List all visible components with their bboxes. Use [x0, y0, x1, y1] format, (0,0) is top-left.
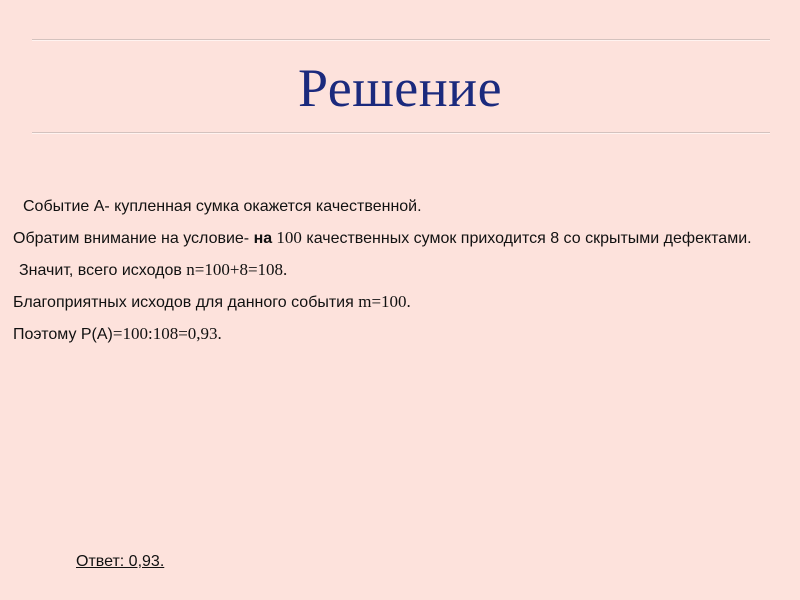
- total-prefix: Значит, всего исходов: [19, 262, 187, 279]
- condition-bold: на: [253, 230, 273, 247]
- total-formula: n=100+8=108.: [186, 260, 288, 279]
- probability-result: [13, 320, 783, 348]
- result-formula: =100:108=0,93.: [112, 324, 222, 343]
- favorable-formula: m=100.: [358, 292, 411, 311]
- condition-number: 100: [272, 228, 302, 247]
- condition-prefix: Обратим внимание на условие-: [13, 230, 254, 247]
- top-divider: [32, 39, 770, 41]
- event-definition: Событие А- купленная сумка окажется качественной.: [23, 198, 422, 215]
- condition-suffix: качественных сумок приходится 8 со скрытыми дефектами.: [301, 230, 752, 247]
- slide-title: Решение: [297, 58, 503, 118]
- bottom-divider: [32, 132, 770, 134]
- solution-text: [13, 193, 783, 348]
- answer-text: Ответ: 0,93.: [76, 553, 165, 570]
- favorable-prefix: Благоприятных исходов для данного события: [13, 294, 359, 311]
- total-outcomes: [13, 256, 783, 284]
- favorable-outcomes: [13, 288, 783, 316]
- condition-paragraph: [13, 224, 783, 252]
- result-prefix: Поэтому Р(А): [13, 326, 113, 343]
